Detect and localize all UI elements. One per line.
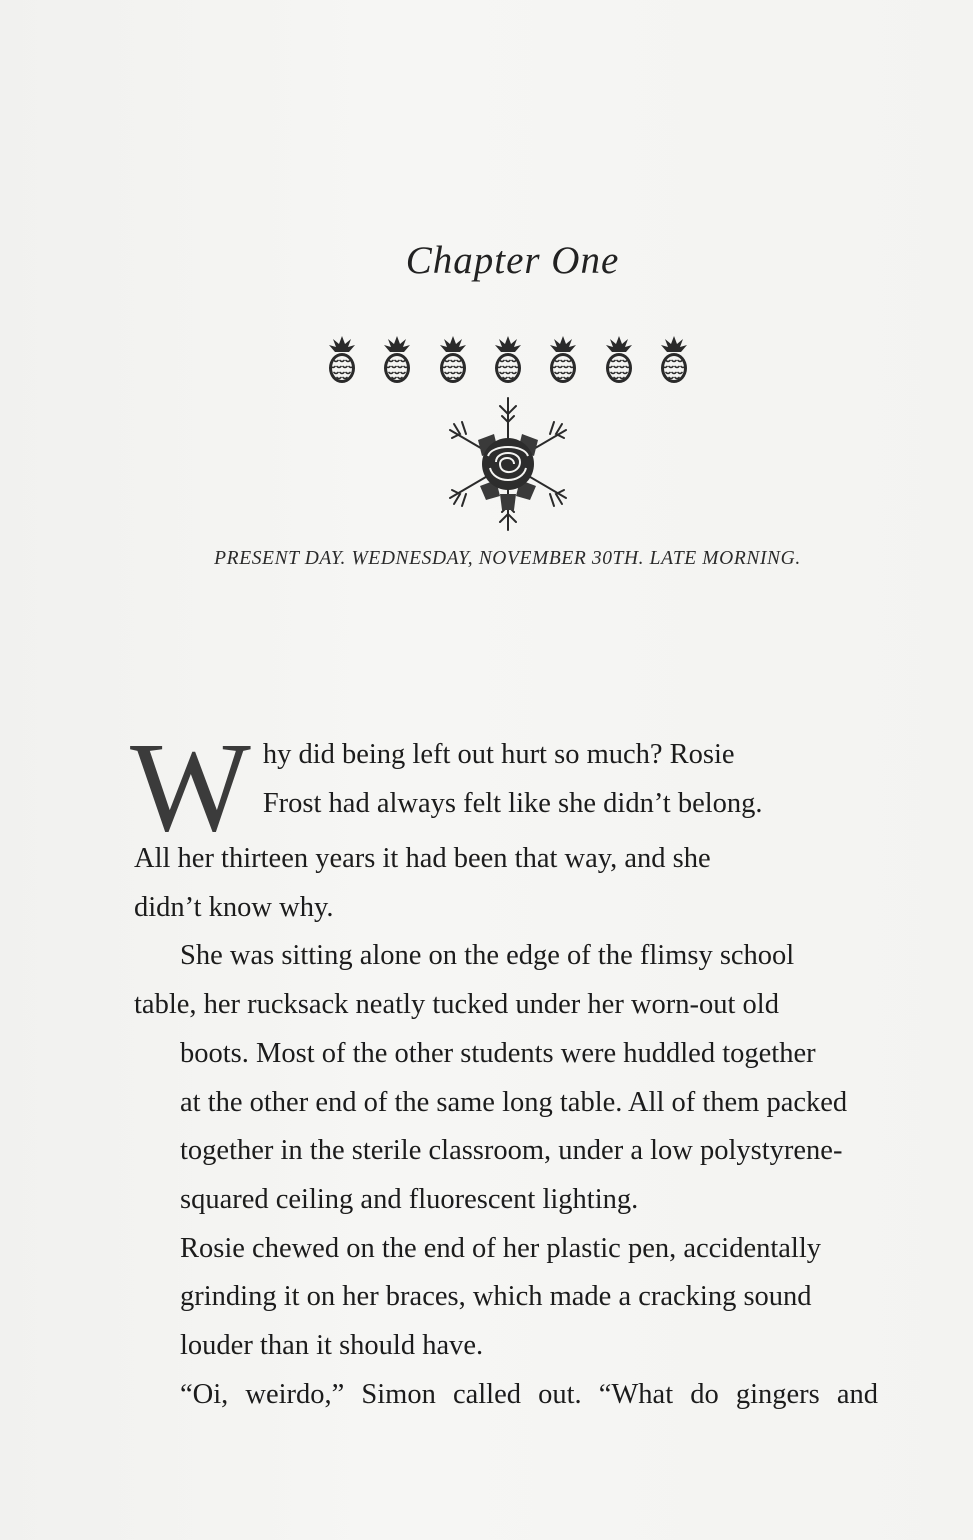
pineapple-icon [654,334,694,386]
text-line: table, her rucksack neatly tucked under her worn-out old [134,989,779,1021]
paragraph-3 [134,1225,878,1371]
text-line: “Oi, weirdo,” Simon called out. “What do gingers and [180,1378,878,1410]
pineapple-icon [599,334,639,386]
text-line: didn’t know why. [134,891,334,923]
text-line: at the other end of the same long table. All of them packed [180,1086,848,1118]
paragraph-2 [134,932,878,1224]
text-line: Frost had always felt like she didn’t belong. [262,787,763,819]
text-line: louder than it should have. [180,1330,484,1362]
chapter-dateline: PRESENT DAY. WEDNESDAY, NOVEMBER 30TH. LATE MORNING. [214,548,801,569]
text-line: boots. Most of the other students were huddled together [180,1037,816,1069]
pineapple-ornament-row [322,334,694,386]
drop-cap: W [130,716,251,858]
chapter-title: Chapter One [405,239,620,282]
pineapple-icon [377,334,417,386]
pineapple-icon [433,334,473,386]
text-line: squared ceiling and fluorescent lighting. [180,1183,639,1215]
pineapple-icon [322,334,362,386]
text-line: together in the sterile classroom, under a low polystyrene- [180,1135,843,1167]
paragraph-4 [134,1371,878,1420]
text-line: grinding it on her braces, which made a cracking sound [180,1281,812,1313]
rose-snowflake-icon [444,394,572,534]
paragraph-1 [130,716,878,932]
pineapple-icon [543,334,583,386]
text-line: Rosie chewed on the end of her plastic pen, accidentally [180,1232,822,1264]
text-line: hy did being left out hurt so much? Rosie [262,739,735,770]
chapter-body [130,716,878,1419]
pineapple-icon [488,334,528,386]
text-line: She was sitting alone on the edge of the flimsy school [180,940,795,972]
text-line: All her thirteen years it had been that way, and she [134,843,711,874]
